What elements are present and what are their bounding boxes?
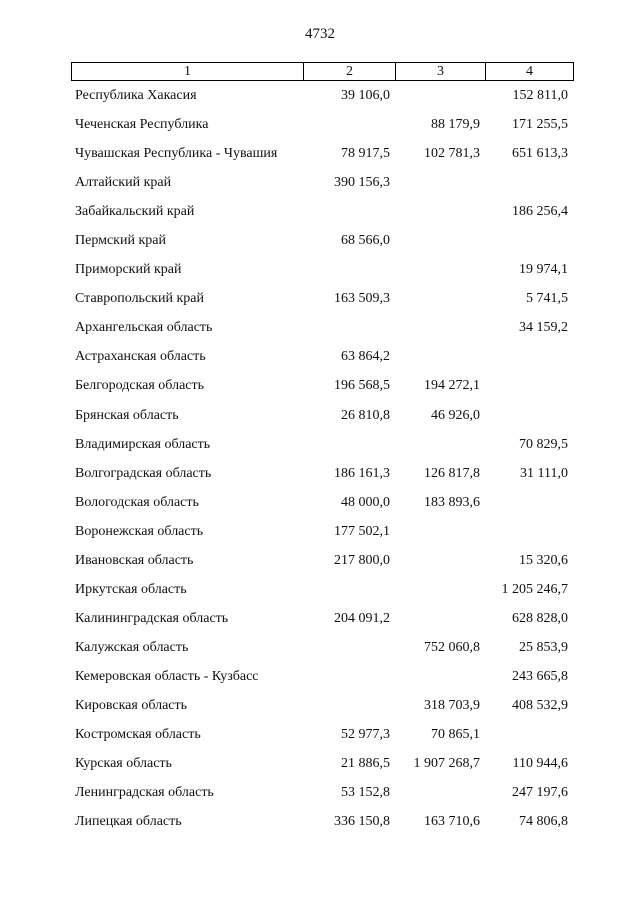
value-col-2: 163 509,3 bbox=[334, 291, 390, 307]
table-row bbox=[0, 82, 640, 111]
table-row bbox=[0, 721, 640, 750]
value-col-2: 53 152,8 bbox=[341, 785, 390, 801]
table-row bbox=[0, 518, 640, 547]
value-col-2: 21 886,5 bbox=[341, 756, 390, 772]
value-col-4: 31 111,0 bbox=[520, 465, 568, 481]
value-col-3: 46 926,0 bbox=[431, 407, 480, 423]
value-col-3: 1 907 268,7 bbox=[413, 756, 480, 772]
value-col-4: 628 828,0 bbox=[512, 610, 568, 626]
table-row bbox=[0, 692, 640, 721]
table-row bbox=[0, 808, 640, 837]
value-col-4: 408 532,9 bbox=[512, 697, 568, 713]
value-col-2: 48 000,0 bbox=[341, 494, 390, 510]
region-name: Забайкальский край bbox=[75, 204, 195, 220]
header-col-4: 4 bbox=[526, 64, 533, 79]
value-col-2: 196 568,5 bbox=[334, 378, 390, 394]
region-name: Республика Хакасия bbox=[75, 88, 197, 103]
table-row bbox=[0, 402, 640, 431]
region-name: Белгородская область bbox=[75, 378, 205, 394]
value-col-4: 247 197,6 bbox=[512, 785, 568, 801]
value-col-2: 204 091,2 bbox=[334, 610, 390, 626]
table-row bbox=[0, 750, 640, 779]
table-row bbox=[0, 111, 640, 140]
value-col-2: 39 106,0 bbox=[341, 88, 390, 103]
table-row bbox=[0, 343, 640, 372]
value-col-2: 177 502,1 bbox=[334, 523, 390, 539]
value-col-2: 390 156,3 bbox=[334, 175, 390, 191]
table-row bbox=[0, 372, 640, 401]
region-name: Ивановская область bbox=[75, 552, 194, 568]
value-col-2: 186 161,3 bbox=[334, 465, 390, 481]
value-col-4: 1 205 246,7 bbox=[501, 581, 568, 597]
region-name: Архангельская область bbox=[75, 320, 213, 336]
region-name: Владимирская область bbox=[75, 436, 211, 452]
region-name: Пермский край bbox=[75, 233, 166, 249]
region-name: Кемеровская область - Кузбасс bbox=[75, 668, 259, 684]
region-name: Астраханская область bbox=[75, 349, 206, 365]
value-col-4: 171 255,5 bbox=[512, 117, 568, 133]
value-col-2: 26 810,8 bbox=[341, 407, 390, 423]
value-col-4: 110 944,6 bbox=[512, 756, 568, 772]
value-col-4: 5 741,5 bbox=[526, 291, 568, 307]
region-name: Вологодская область bbox=[75, 494, 199, 510]
value-col-3: 126 817,8 bbox=[424, 465, 480, 481]
value-col-2: 52 977,3 bbox=[341, 727, 390, 743]
region-name: Калининградская область bbox=[75, 610, 229, 626]
table-row bbox=[0, 605, 640, 634]
value-col-2: 63 864,2 bbox=[341, 349, 390, 365]
value-col-3: 752 060,8 bbox=[424, 639, 480, 655]
table-row bbox=[0, 431, 640, 460]
region-name: Воронежская область bbox=[75, 523, 204, 539]
table-row bbox=[0, 663, 640, 692]
value-col-4: 152 811,0 bbox=[512, 88, 568, 103]
region-name: Брянская область bbox=[75, 407, 179, 423]
value-col-2: 336 150,8 bbox=[334, 814, 390, 830]
table-row bbox=[0, 285, 640, 314]
table-row bbox=[0, 489, 640, 518]
table-header bbox=[71, 62, 574, 81]
region-name: Чувашская Республика - Чувашия bbox=[75, 146, 278, 162]
value-col-4: 25 853,9 bbox=[519, 639, 568, 655]
value-col-4: 74 806,8 bbox=[519, 814, 568, 830]
value-col-4: 34 159,2 bbox=[519, 320, 568, 336]
value-col-4: 651 613,3 bbox=[512, 146, 568, 162]
region-name: Алтайский край bbox=[75, 175, 172, 191]
table-row bbox=[0, 169, 640, 198]
table-body bbox=[0, 82, 640, 837]
table-row bbox=[0, 547, 640, 576]
region-name: Ставропольский край bbox=[75, 291, 204, 307]
header-col-1: 1 bbox=[72, 63, 304, 80]
table-row bbox=[0, 460, 640, 489]
region-name: Калужская область bbox=[75, 639, 189, 655]
value-col-4: 186 256,4 bbox=[512, 204, 568, 220]
value-col-4: 70 829,5 bbox=[519, 436, 568, 452]
value-col-3: 70 865,1 bbox=[431, 727, 480, 743]
table-row bbox=[0, 140, 640, 169]
header-col-3: 3 bbox=[396, 63, 486, 80]
table-row bbox=[0, 779, 640, 808]
value-col-3: 194 272,1 bbox=[424, 378, 480, 394]
value-col-3: 183 893,6 bbox=[424, 494, 480, 510]
value-col-3: 88 179,9 bbox=[431, 117, 480, 133]
value-col-3: 163 710,6 bbox=[424, 814, 480, 830]
region-name: Липецкая область bbox=[75, 814, 182, 830]
header-col-2: 2 bbox=[304, 63, 396, 80]
region-name: Иркутская область bbox=[75, 581, 187, 597]
table-row bbox=[0, 256, 640, 285]
table-row bbox=[0, 198, 640, 227]
table-row bbox=[0, 576, 640, 605]
table-row bbox=[0, 314, 640, 343]
region-name: Костромская область bbox=[75, 727, 201, 743]
region-name: Чеченская Республика bbox=[75, 117, 209, 133]
region-name: Кировская область bbox=[75, 697, 188, 713]
value-col-2: 68 566,0 bbox=[341, 233, 390, 249]
region-name: Волгоградская область bbox=[75, 465, 212, 481]
page-number: 4732 bbox=[305, 26, 335, 42]
value-col-4: 15 320,6 bbox=[519, 552, 568, 568]
value-col-2: 78 917,5 bbox=[341, 146, 390, 162]
table-row bbox=[0, 634, 640, 663]
region-name: Приморский край bbox=[75, 262, 182, 278]
region-name: Курская область bbox=[75, 756, 172, 772]
value-col-3: 102 781,3 bbox=[424, 146, 480, 162]
value-col-2: 217 800,0 bbox=[334, 552, 390, 568]
region-name: Ленинградская область bbox=[75, 785, 214, 801]
value-col-3: 318 703,9 bbox=[424, 697, 480, 713]
value-col-4: 243 665,8 bbox=[512, 668, 568, 684]
table-row bbox=[0, 227, 640, 256]
value-col-4: 19 974,1 bbox=[519, 262, 568, 278]
